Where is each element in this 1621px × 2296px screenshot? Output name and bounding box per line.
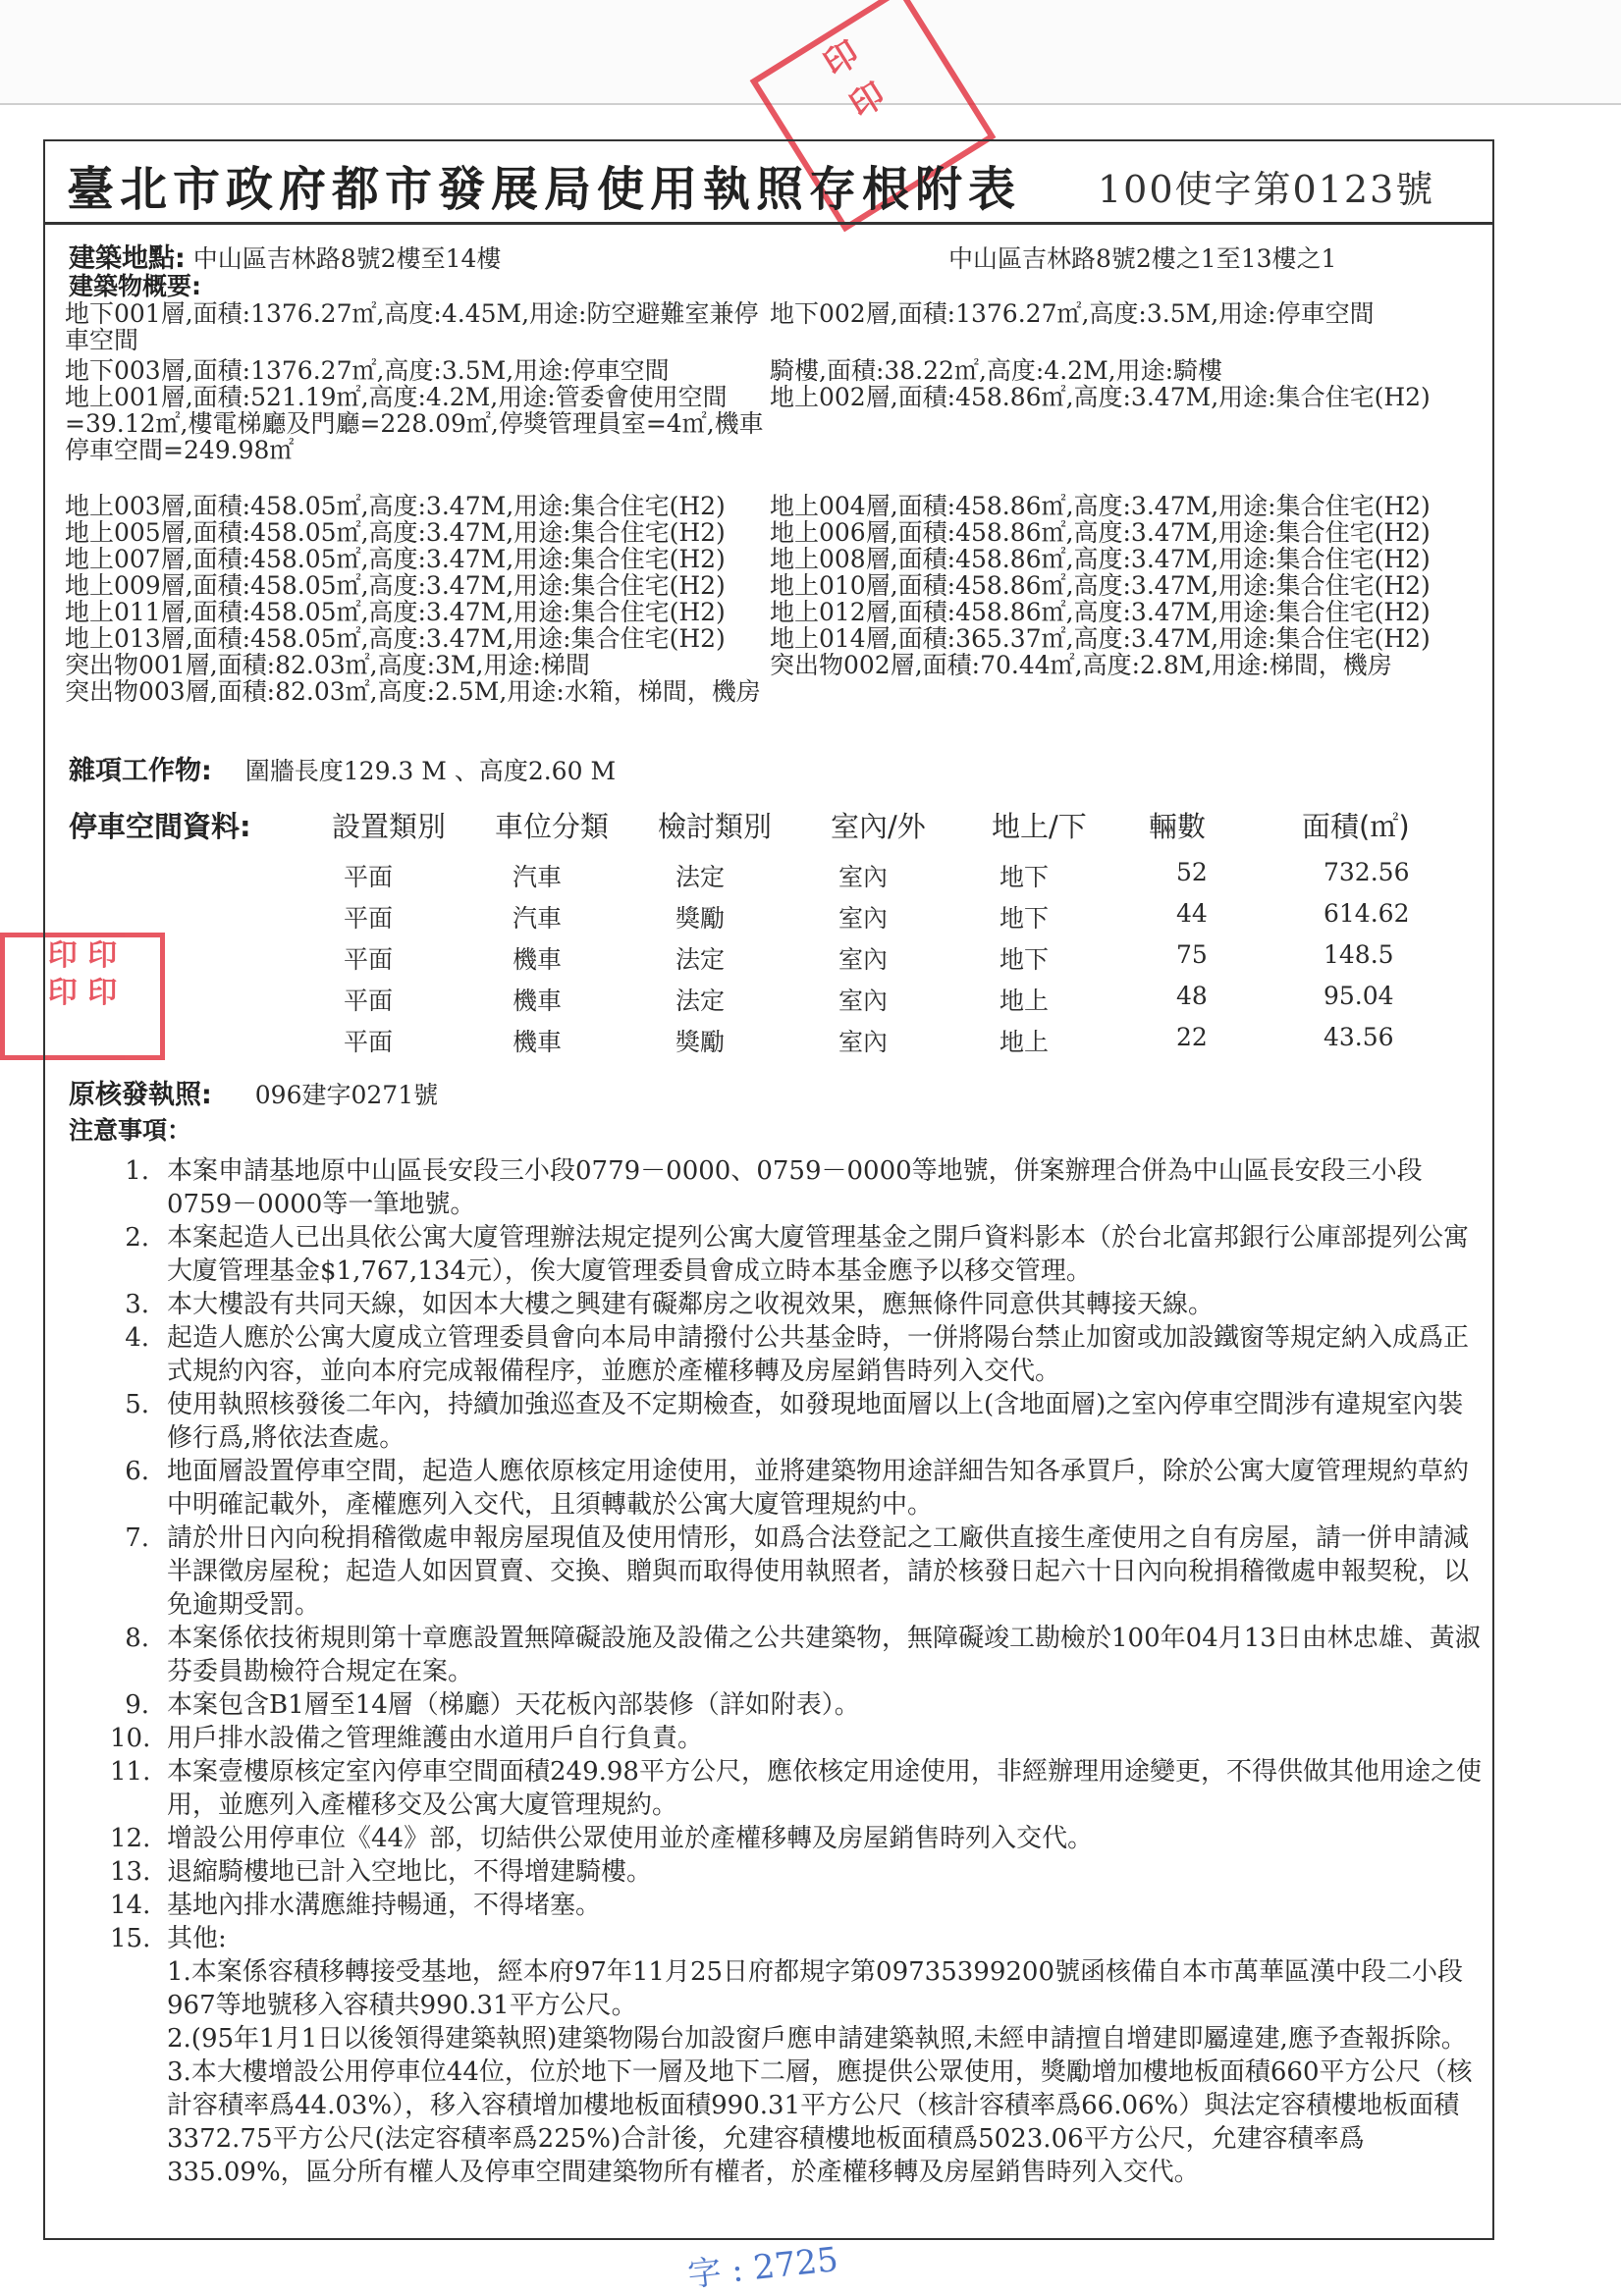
note-number: 8. xyxy=(125,1624,149,1653)
floor-entry: 地上005層,面積:458.05㎡,高度:3.47M,用途:集合住宅(H2) xyxy=(65,518,726,547)
floor-entry: 地上003層,面積:458.05㎡,高度:3.47M,用途:集合住宅(H2) xyxy=(65,492,726,520)
parking-header-count: 輛數 xyxy=(1149,810,1207,843)
floor-entry: 地上011層,面積:458.05㎡,高度:3.47M,用途:集合住宅(H2) xyxy=(65,598,726,626)
parking-cell: 44 xyxy=(1176,899,1208,928)
floor-entry: 突出物002層,面積:70.44㎡,高度:2.8M,用途:梯間，機房 xyxy=(770,651,1392,679)
note-number: 6. xyxy=(125,1457,149,1486)
parking-cell: 地上 xyxy=(1000,987,1050,1015)
note-number: 15. xyxy=(110,1924,151,1953)
parking-cell: 地上 xyxy=(1000,1028,1050,1056)
floor-entry: 地上006層,面積:458.86㎡,高度:3.47M,用途:集合住宅(H2) xyxy=(770,518,1431,547)
parking-cell: 機車 xyxy=(513,945,563,974)
note-text: 請於卅日內向稅捐稽徵處申報房屋現值及使用情形，如爲合法登記之工廠供直接生產使用之自有房屋，請一併申請減半課徵房屋稅；起造人如因買賣、交換、贈與而取得使用執照者，請於核發日起六十日內向稅捐稽徵處申報契稅，以免逾期受罰。 xyxy=(167,1523,1470,1620)
note-text: 本大樓設有共同天線，如因本大樓之興建有礙鄰房之收視效果，應無條件同意供其轉接天線。 xyxy=(167,1290,1215,1319)
parking-cell: 平面 xyxy=(344,1028,394,1056)
parking-cell: 地下 xyxy=(1000,904,1050,933)
parking-cell: 室內 xyxy=(838,987,889,1015)
note-number: 1. xyxy=(125,1156,149,1186)
note-number: 3. xyxy=(125,1290,149,1319)
note-number: 10. xyxy=(110,1724,151,1753)
other-note-item: 2.(95年1月1日以後領得建築執照)建築物陽台加設窗戶應申請建築執照,未經申請擅自增建即屬違建,應予查報拆除。 xyxy=(167,2024,1467,2054)
note-number: 9. xyxy=(125,1690,149,1720)
note-text: 地面層設置停車空間，起造人應依原核定用途使用，並將建築物用途詳細告知各承買戶，除於公寓大廈管理規約草約中明確記載外，產權應列入交代，且須轉載於公寓大廈管理規約中。 xyxy=(167,1457,1470,1520)
parking-cell: 獎勵 xyxy=(675,1028,726,1056)
parking-cell: 機車 xyxy=(513,987,563,1015)
parking-cell: 室內 xyxy=(838,863,889,891)
red-seal-stamp: 印 印 xyxy=(750,0,997,232)
parking-cell: 614.62 xyxy=(1324,899,1410,928)
note-number: 5. xyxy=(125,1390,149,1419)
floor-entry: 騎樓,面積:38.22㎡,高度:4.2M,用途:騎樓 xyxy=(770,356,1223,385)
note-text: 本案起造人已出具依公寓大廈管理辦法規定提列公寓大廈管理基金之開戶資料影本（於台北富邦銀行公庫部提列公寓大廈管理基金$1,767,134元），俟大廈管理委員會成立時本基金應予以移交管理。 xyxy=(167,1223,1470,1286)
document-sheet xyxy=(43,139,1494,2240)
parking-cell: 平面 xyxy=(344,863,394,891)
parking-cell: 地下 xyxy=(1000,945,1050,974)
notes-label: 注意事項： xyxy=(69,1116,192,1145)
parking-cell: 22 xyxy=(1176,1023,1208,1051)
floor-entry: 突出物001層,面積:82.03㎡,高度:3M,用途:梯間 xyxy=(65,651,590,679)
parking-label: 停車空間資料: xyxy=(69,810,251,843)
red-seal-stamp-left: 印 印 印 印 xyxy=(0,933,165,1060)
parking-header-level: 地上/下 xyxy=(992,810,1087,843)
parking-cell: 室內 xyxy=(838,904,889,933)
parking-cell: 平面 xyxy=(344,987,394,1015)
parking-cell: 平面 xyxy=(344,904,394,933)
note-text: 基地內排水溝應維持暢通，不得堵塞。 xyxy=(167,1891,602,1920)
note-text: 使用執照核發後二年內，持續加強巡查及不定期檢查，如發現地面層以上(含地面層)之室內停車空間涉有違規室內裝修行爲,將依法查處。 xyxy=(167,1390,1464,1453)
misc-work-row xyxy=(69,758,616,784)
note-text: 本案申請基地原中山區長安段三小段0779－0000、0759－0000等地號，併案辦理合併為中山區長安段三小段0759－0000等一筆地號。 xyxy=(167,1156,1423,1219)
parking-cell: 43.56 xyxy=(1324,1023,1394,1051)
site-label: 建築地點: xyxy=(69,243,186,274)
misc-work-label: 雜項工作物: xyxy=(69,756,212,786)
note-text: 本案係依技術規則第十章應設置無障礙設施及設備之公共建築物，無障礙竣工勘檢於100年04月13日由林忠雄、黃淑芬委員勘檢符合規定在案。 xyxy=(167,1624,1481,1686)
note-text: 增設公用停車位《44》部，切結供公眾使用並於產權移轉及房屋銷售時列入交代。 xyxy=(167,1824,1094,1853)
bottom-stamp-number: 2725 xyxy=(751,2240,840,2288)
parking-cell: 148.5 xyxy=(1324,940,1394,969)
overview-label: 建築物概要: xyxy=(69,272,201,300)
site-address-1: 中山區吉林路8號2樓至14樓 xyxy=(192,244,502,273)
note-number: 14. xyxy=(110,1891,151,1920)
parking-cell: 732.56 xyxy=(1324,858,1410,886)
parking-cell: 75 xyxy=(1176,940,1208,969)
note-number: 12. xyxy=(110,1824,151,1853)
note-text: 退縮騎樓地已計入空地比，不得增建騎樓。 xyxy=(167,1857,653,1887)
parking-cell: 95.04 xyxy=(1324,982,1394,1010)
floor-entry: 地上014層,面積:365.37㎡,高度:3.47M,用途:集合住宅(H2) xyxy=(770,624,1431,653)
site-address-2: 中山區吉林路8號2樓之1至13樓之1 xyxy=(948,244,1337,273)
parking-cell: 平面 xyxy=(344,945,394,974)
parking-cell: 汽車 xyxy=(513,904,563,933)
floor-entry: 地上009層,面積:458.05㎡,高度:3.47M,用途:集合住宅(H2) xyxy=(65,571,726,600)
note-number: 4. xyxy=(125,1323,149,1353)
floor-entry: 地上002層,面積:458.86㎡,高度:3.47M,用途:集合住宅(H2) xyxy=(770,383,1431,411)
floor-entry: 地上013層,面積:458.05㎡,高度:3.47M,用途:集合住宅(H2) xyxy=(65,624,726,653)
note-number: 7. xyxy=(125,1523,149,1553)
note-number: 2. xyxy=(125,1223,149,1253)
note-text: 本案壹樓原核定室內停車空間面積249.98平方公尺，應依核定用途使用，非經辦理用途變更，不得供做其他用途之使用，並應列入產權移交及公寓大廈管理規約。 xyxy=(167,1757,1482,1820)
document-title: 臺北市政府都市發展局使用執照存根附表 xyxy=(67,162,1022,217)
parking-cell: 獎勵 xyxy=(675,904,726,933)
parking-header-area: 面積(㎡) xyxy=(1302,810,1410,843)
original-permit-row xyxy=(69,1082,438,1108)
parking-header-review: 檢討類別 xyxy=(658,810,773,843)
title-row xyxy=(45,141,1492,225)
note-text: 本案包含B1層至14層（梯廳）天花板內部裝修（詳如附表）。 xyxy=(167,1690,860,1720)
note-text: 其他: xyxy=(167,1924,227,1953)
floor-entry: 地上008層,面積:458.86㎡,高度:3.47M,用途:集合住宅(H2) xyxy=(770,545,1431,573)
floor-entry: 地下001層,面積:1376.27㎡,高度:4.45M,用途:防空避難室兼停車空間 xyxy=(65,299,759,354)
parking-cell: 48 xyxy=(1176,982,1208,1010)
parking-header-type: 設置類別 xyxy=(332,810,447,843)
parking-cell: 52 xyxy=(1176,858,1208,886)
floor-entry: 地下002層,面積:1376.27㎡,高度:3.5M,用途:停車空間 xyxy=(770,299,1375,328)
floor-entry: 地上004層,面積:458.86㎡,高度:3.47M,用途:集合住宅(H2) xyxy=(770,492,1431,520)
original-permit-value: 096建字0271號 xyxy=(254,1081,439,1109)
note-text: 起造人應於公寓大廈成立管理委員會向本局申請撥付公共基金時，一併將陽台禁止加窗或加設鐵窗等規定納入成爲正式規約內容，並向本府完成報備程序，並應於產權移轉及房屋銷售時列入交代。 xyxy=(167,1323,1470,1386)
bottom-blue-stamp: 字 : 2725 xyxy=(685,2240,840,2295)
parking-cell: 室內 xyxy=(838,1028,889,1056)
site-row xyxy=(69,245,501,272)
misc-work-value: 圍牆長度129.3 M 、高度2.60 M xyxy=(244,757,617,785)
parking-header-vehicle: 車位分類 xyxy=(495,810,610,843)
parking-header-indoor: 室內/外 xyxy=(831,810,926,843)
floor-entry: 地上007層,面積:458.05㎡,高度:3.47M,用途:集合住宅(H2) xyxy=(65,545,726,573)
floor-entry: 地上012層,面積:458.86㎡,高度:3.47M,用途:集合住宅(H2) xyxy=(770,598,1431,626)
floor-entry: 地下003層,面積:1376.27㎡,高度:3.5M,用途:停車空間 xyxy=(65,356,670,385)
note-text: 用戶排水設備之管理維護由水道用戶自行負責。 xyxy=(167,1724,704,1753)
parking-cell: 法定 xyxy=(675,987,726,1015)
parking-cell: 汽車 xyxy=(513,863,563,891)
parking-cell: 室內 xyxy=(838,945,889,974)
note-number: 11. xyxy=(110,1757,151,1787)
other-note-item: 1.本案係容積移轉接受基地，經本府97年11月25日府都規字第09735399200號函核備自本市萬華區漢中段二小段967等地號移入容積共990.31平方公尺。 xyxy=(167,1957,1464,2020)
note-number: 13. xyxy=(110,1857,151,1887)
other-note-item: 3.本大樓增設公用停車位44位，位於地下一層及地下二層，應提供公眾使用，獎勵增加樓地板面積660平方公尺（核計容積率爲44.03%），移入容積增加樓地板面積990.31平方公尺（核計容積率爲66.06%）與法定容積樓地板面積3372.75平方公尺(法定容積率爲225%)合計後，允建容積樓地板面積爲5023.06平方公尺，允建容積率爲335.09%，區分所有權人及停車空間建築物所有權者，於產權移轉及房屋銷售時列入交代。 xyxy=(167,2057,1473,2187)
parking-cell: 法定 xyxy=(675,863,726,891)
parking-cell: 地下 xyxy=(1000,863,1050,891)
parking-cell: 法定 xyxy=(675,945,726,974)
floor-entry: 地上001層,面積:521.19㎡,高度:4.2M,用途:管委會使用空間=39.12㎡,樓電梯廳及門廳=228.09㎡,停獎管理員室=4㎡,機車停車空間=249.98㎡ xyxy=(65,383,764,464)
original-permit-label: 原核發執照: xyxy=(69,1080,212,1110)
parking-cell: 機車 xyxy=(513,1028,563,1056)
permit-number: 100使字第0123號 xyxy=(1098,168,1435,211)
floor-entry: 地上010層,面積:458.86㎡,高度:3.47M,用途:集合住宅(H2) xyxy=(770,571,1431,600)
floor-entry: 突出物003層,面積:82.03㎡,高度:2.5M,用途:水箱，梯間，機房 xyxy=(65,677,761,706)
